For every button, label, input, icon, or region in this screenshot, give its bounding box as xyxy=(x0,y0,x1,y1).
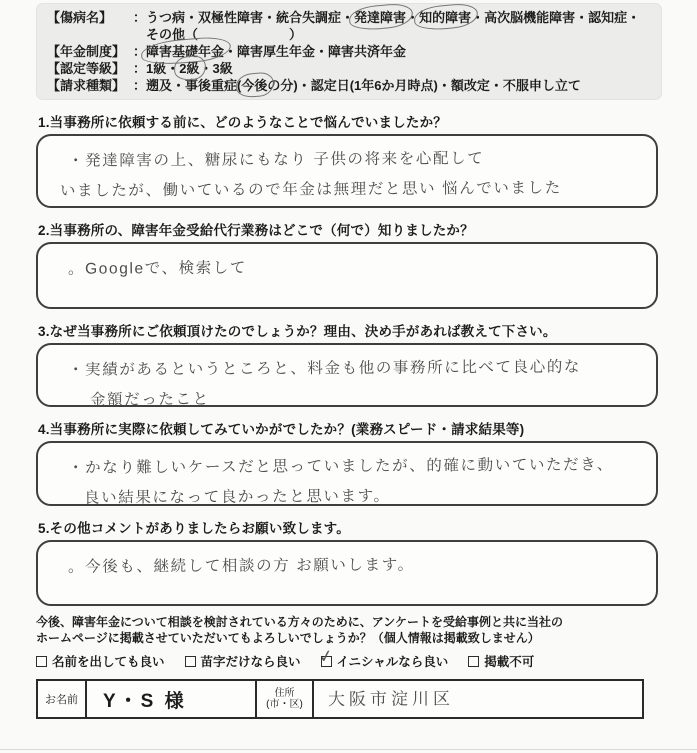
consent-option-initials-ok xyxy=(316,645,449,670)
field-disease-other-blank: その他（ ） xyxy=(146,27,303,42)
checkbox-label: 名前を出しても良い xyxy=(52,655,165,669)
field-value-disease: うつ病・双極性障害・統合失調症・発達障害・知的障害・高次脳機能障害・認知症・ その他（ ） xyxy=(146,10,641,42)
circled-option-future-claim: 今後 xyxy=(241,78,268,93)
question-block-4 xyxy=(36,418,662,506)
consent-option-surname-only xyxy=(185,652,301,670)
name-value-cell: Y・S 様 xyxy=(86,680,256,718)
field-label-disease: 【傷病名】 xyxy=(47,10,113,25)
checkbox-unchecked-icon xyxy=(185,656,196,667)
consent-options xyxy=(36,645,662,670)
scan-edge-line xyxy=(0,749,697,750)
field-row-grade: 【認定等級】 ： 1級・2級・3級 xyxy=(47,60,653,77)
checkbox-label: 掲載不可 xyxy=(484,655,535,669)
answer-box-2 xyxy=(36,242,658,309)
field-value-pension-system: 障害基礎年金・障害厚生年金・障害共済年金 xyxy=(146,44,407,59)
circled-option-developmental-disability: 発達障害 xyxy=(354,10,407,25)
consent-paragraph: 今後、障害年金について相談を検討されている方々のために、アンケートを受給事例と共に当社の ホームページに掲載させていただいてもよろしいでしょうか？（個人情報は掲載致しません） xyxy=(36,615,564,645)
address-value-cell xyxy=(313,680,643,718)
handwritten-answer-line: いましたが、働いているので年金は無理だと思い 悩んでいました xyxy=(59,179,562,200)
checkbox-unchecked-icon xyxy=(468,656,479,667)
checkbox-label: 苗字だけなら良い xyxy=(200,655,301,669)
field-label-claim-type: 【請求種類】 xyxy=(47,78,126,93)
handwritten-answer-line: ・発達障害の上、糖尿にもなり 子供の将来を心配して xyxy=(67,150,485,170)
question-heading-1: 1.当事務所に依頼する前に、どのようなことで悩んでいましたか？ xyxy=(38,115,447,130)
question-block-5 xyxy=(36,517,662,606)
circled-option-basic-disability-pension: 障害基礎年金 xyxy=(146,44,225,59)
handwritten-answer-line: ・実績があるというところと、料金も他の事務所に比べて良心的な xyxy=(67,358,582,379)
question-heading-4: 4.当事務所に実際に依頼してみていかがでしたか？(業務スピード・請求結果等) xyxy=(38,422,525,437)
checkbox-unchecked-icon xyxy=(36,656,47,667)
question-block-1 xyxy=(36,111,662,208)
question-heading-2: 2.当事務所の、障害年金受給代行業務はどこで（何で）知りましたか？ xyxy=(38,223,474,238)
field-row-pension-system: 【年金制度】 ： 障害基礎年金・障害厚生年金・障害共済年金 xyxy=(47,43,653,60)
name-label-cell: お名前 xyxy=(37,680,86,718)
answer-box-4 xyxy=(36,441,658,506)
handwritten-answer-line: ・かなり難しいケースだと思っていましたが、的確に動いていただき、 xyxy=(67,456,614,477)
case-summary-box xyxy=(36,3,662,100)
circled-option-intellectual-disability: 知的障害 xyxy=(419,10,472,25)
consent-option-full-name xyxy=(36,652,165,670)
signature-table xyxy=(36,679,644,719)
question-block-3 xyxy=(36,320,662,407)
question-heading-3: 3.なぜ当事務所にご依頼頂けたのでしょうか？理由、決め手があれば教えて下さい。 xyxy=(38,324,557,339)
checkbox-label: イニシャルなら良い xyxy=(336,655,449,669)
table-row xyxy=(37,680,643,718)
question-block-2 xyxy=(36,219,662,309)
handwritten-answer-line: 金額だったこと xyxy=(89,390,210,409)
consent-option-no-publication xyxy=(468,652,534,670)
handwritten-answer-line: 。Googleで、検索して xyxy=(67,259,248,278)
field-value-grade: 1級・2級・3級 xyxy=(146,61,233,76)
field-label-pension-system: 【年金制度】 xyxy=(47,44,126,59)
field-value-claim-type: 遡及・事後重症(今後の分)・認定日(1年6か月時点)・額改定・不服申し立て xyxy=(146,78,581,93)
answer-box-5 xyxy=(36,540,658,606)
field-row-claim-type: 【請求種類】 ： 遡及・事後重症(今後の分)・認定日(1年6か月時点)・額改定・不服申し立て xyxy=(47,77,653,94)
answer-box-1 xyxy=(36,134,658,208)
field-label-grade: 【認定等級】 xyxy=(47,61,126,76)
answer-box-3 xyxy=(36,343,658,407)
handwritten-address: 大阪市淀川区 xyxy=(327,689,455,709)
field-row-disease: 【傷病名】 ： うつ病・双極性障害・統合失調症・発達障害・知的障害・高次脳機能障害・認知症・ その他（ ） xyxy=(47,9,653,43)
handwritten-checkmark: ✓ xyxy=(316,645,335,667)
circled-option-grade-2: 2級 xyxy=(179,61,200,76)
checkbox-checked-icon xyxy=(316,645,335,667)
question-heading-5: 5.その他コメントがありましたらお願い致します。 xyxy=(38,521,350,536)
address-label-cell: 住所 (市・区) xyxy=(256,680,313,718)
handwritten-answer-line: 良い結果になって良かったと思います。 xyxy=(83,487,391,507)
handwritten-answer-line: 。今後も、継続して相談の方 お願いします。 xyxy=(67,556,415,576)
